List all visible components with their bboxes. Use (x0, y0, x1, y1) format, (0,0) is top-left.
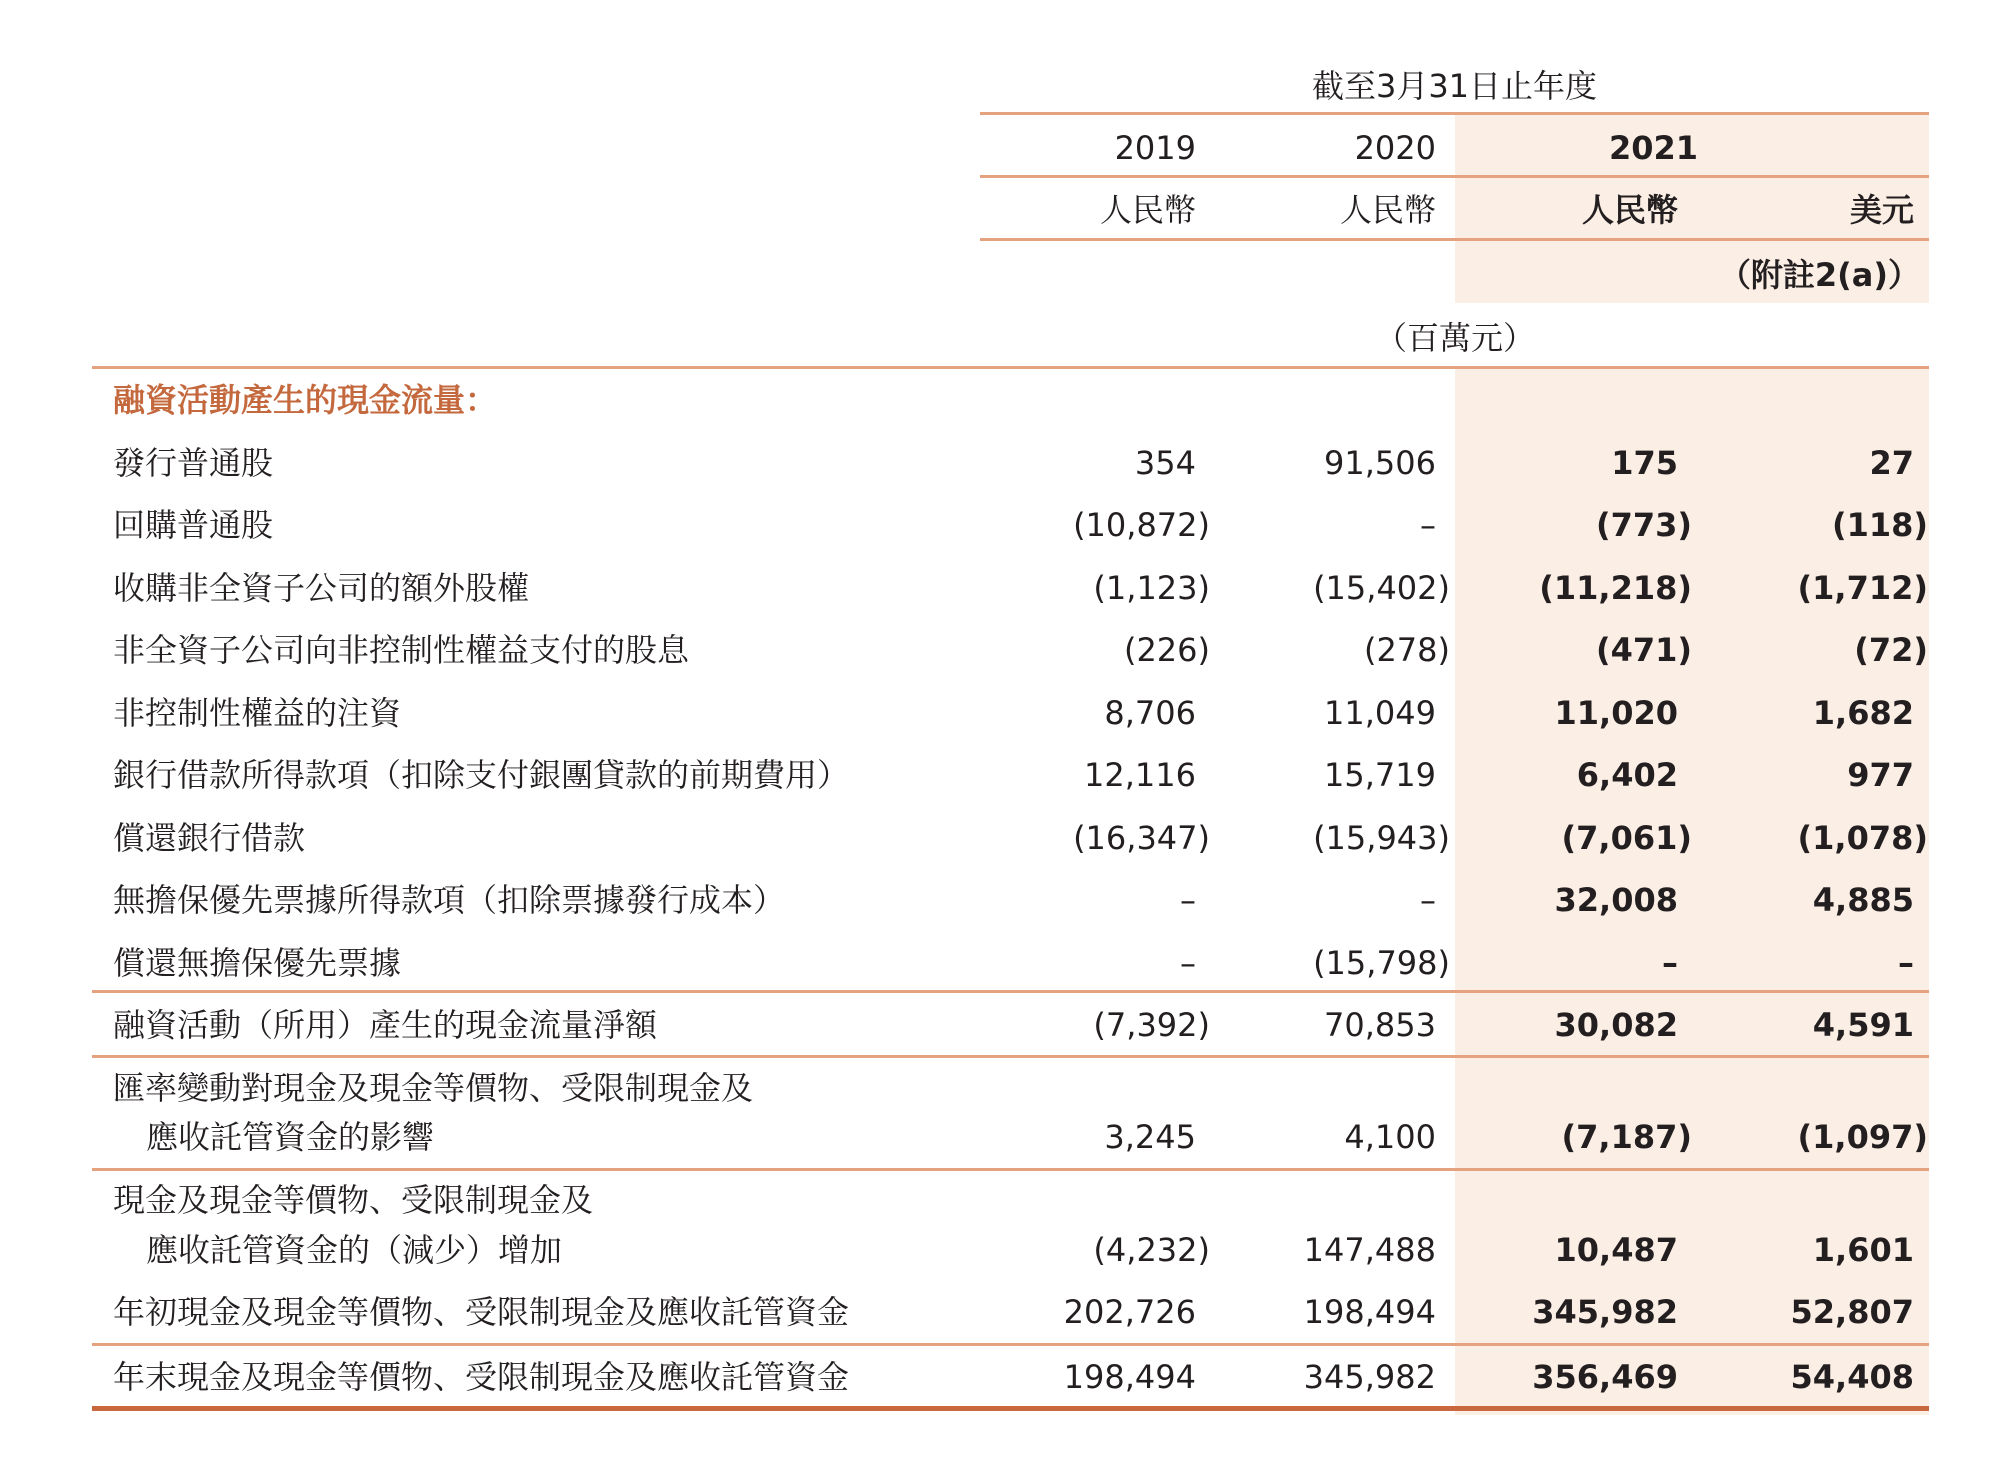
cell-2020: (15,943) (1313, 819, 1450, 857)
cell-2019: 354 (1134, 444, 1196, 482)
cell-2021-rmb: (11,218) (1539, 569, 1692, 607)
cell-2021-rmb: 30,082 (1554, 1006, 1678, 1044)
cell-2020: 15,719 (1324, 756, 1436, 794)
row-label: 銀行借款所得款項（扣除支付銀團貸款的前期費用） (113, 756, 850, 794)
cell-2019: 198,494 (1063, 1358, 1196, 1396)
cell-2020: 345,982 (1303, 1358, 1436, 1396)
year-2021: 2021 (1608, 129, 1698, 167)
cell-2019: – (1180, 881, 1196, 919)
cell-2020: 4,100 (1344, 1118, 1436, 1156)
row-label: 無擔保優先票據所得款項（扣除票據發行成本） (113, 881, 786, 919)
cell-2021-usd: (72) (1854, 631, 1928, 669)
period-title: 截至3月31日止年度 (1311, 67, 1598, 105)
cell-2021-usd: 54,408 (1790, 1358, 1914, 1396)
cell-2021-usd: 977 (1847, 756, 1914, 794)
cell-2021-rmb: 6,402 (1576, 756, 1678, 794)
year-2020: 2020 (1354, 129, 1436, 167)
cell-2021-usd: (1,097) (1797, 1118, 1928, 1156)
row-label-line1: 匯率變動對現金及現金等價物、受限制現金及 (113, 1069, 754, 1107)
rule-net-financing (92, 1055, 1929, 1058)
cell-2021-rmb: (471) (1595, 631, 1692, 669)
year-2019: 2019 (1114, 129, 1196, 167)
cell-2021-usd: 4,591 (1812, 1006, 1914, 1044)
cell-2020: 198,494 (1303, 1293, 1436, 1331)
currency-2019: 人民幣 (1099, 191, 1196, 229)
rule-opening (92, 1343, 1929, 1346)
cell-2021-usd: – (1898, 944, 1914, 982)
cell-2020: 70,853 (1324, 1006, 1436, 1044)
cell-2021-rmb: 10,487 (1554, 1231, 1678, 1269)
cell-2021-usd: (118) (1831, 506, 1928, 544)
cell-2021-rmb: 32,008 (1554, 881, 1678, 919)
usd-note: （附註2(a)） (1718, 256, 1920, 294)
cell-2020: (278) (1363, 631, 1450, 669)
cell-2021-rmb: – (1662, 944, 1678, 982)
currency-2021-usd: 美元 (1849, 191, 1914, 229)
row-label: 回購普通股 (113, 506, 274, 544)
cell-2020: (15,798) (1313, 944, 1450, 982)
currency-2020: 人民幣 (1339, 191, 1436, 229)
rule-header-top (980, 112, 1929, 115)
cell-2019: (226) (1123, 631, 1210, 669)
row-label-line1: 現金及現金等價物、受限制現金及 (113, 1181, 594, 1219)
row-label: 非控制性權益的注資 (113, 694, 402, 732)
cell-2021-usd: 1,601 (1812, 1231, 1914, 1269)
row-label: 非全資子公司向非控制性權益支付的股息 (113, 631, 690, 669)
row-label: 年初現金及現金等價物、受限制現金及應收託管資金 (113, 1293, 850, 1331)
row-label: 年末現金及現金等價物、受限制現金及應收託管資金 (113, 1358, 850, 1396)
cell-2020: 91,506 (1324, 444, 1436, 482)
rule-subtotal (92, 990, 1929, 993)
cell-2019: (7,392) (1093, 1006, 1210, 1044)
cell-2019: (16,347) (1073, 819, 1210, 857)
cell-2021-rmb: 356,469 (1532, 1358, 1678, 1396)
currency-2021-rmb: 人民幣 (1581, 191, 1678, 229)
rule-years (980, 175, 1929, 178)
section-title: 融資活動產生的現金流量： (113, 381, 498, 419)
cell-2021-usd: (1,712) (1797, 569, 1928, 607)
row-label: 償還無擔保優先票據 (113, 944, 402, 982)
rule-fx-effect (92, 1168, 1929, 1171)
rule-currency (980, 238, 1929, 241)
cell-2021-rmb: (7,061) (1561, 819, 1692, 857)
cell-2019: (10,872) (1073, 506, 1210, 544)
cell-2020: 147,488 (1303, 1231, 1436, 1269)
cell-2021-usd: (1,078) (1797, 819, 1928, 857)
cell-2021-usd: 4,885 (1812, 881, 1914, 919)
rule-unit (92, 366, 1929, 369)
rule-closing-bottom (92, 1406, 1929, 1411)
cell-2019: 202,726 (1063, 1293, 1196, 1331)
cell-2020: 11,049 (1324, 694, 1436, 732)
row-label: 償還銀行借款 (113, 819, 306, 857)
cell-2021-rmb: (773) (1595, 506, 1692, 544)
unit-label: （百萬元） (1374, 319, 1535, 357)
cell-2021-usd: 52,807 (1790, 1293, 1914, 1331)
row-label: 收購非全資子公司的額外股權 (113, 569, 530, 607)
cell-2020: (15,402) (1313, 569, 1450, 607)
cell-2021-rmb: 345,982 (1532, 1293, 1678, 1331)
cell-2020: – (1420, 506, 1436, 544)
cell-2019: 12,116 (1084, 756, 1196, 794)
cell-2019: (4,232) (1093, 1231, 1210, 1269)
cell-2021-rmb: 175 (1611, 444, 1678, 482)
cell-2021-rmb: 11,020 (1554, 694, 1678, 732)
row-label: 發行普通股 (113, 444, 274, 482)
cell-2020: – (1420, 881, 1436, 919)
row-label: 融資活動（所用）產生的現金流量淨額 (113, 1006, 658, 1044)
row-label-line2: 應收託管資金的影響 (146, 1118, 435, 1156)
cell-2021-usd: 27 (1869, 444, 1914, 482)
cell-2021-usd: 1,682 (1812, 694, 1914, 732)
cell-2019: – (1180, 944, 1196, 982)
cell-2019: (1,123) (1093, 569, 1210, 607)
cell-2019: 3,245 (1104, 1118, 1196, 1156)
row-label-line2: 應收託管資金的（減少）增加 (146, 1231, 563, 1269)
cell-2021-rmb: (7,187) (1561, 1118, 1692, 1156)
cell-2019: 8,706 (1104, 694, 1196, 732)
